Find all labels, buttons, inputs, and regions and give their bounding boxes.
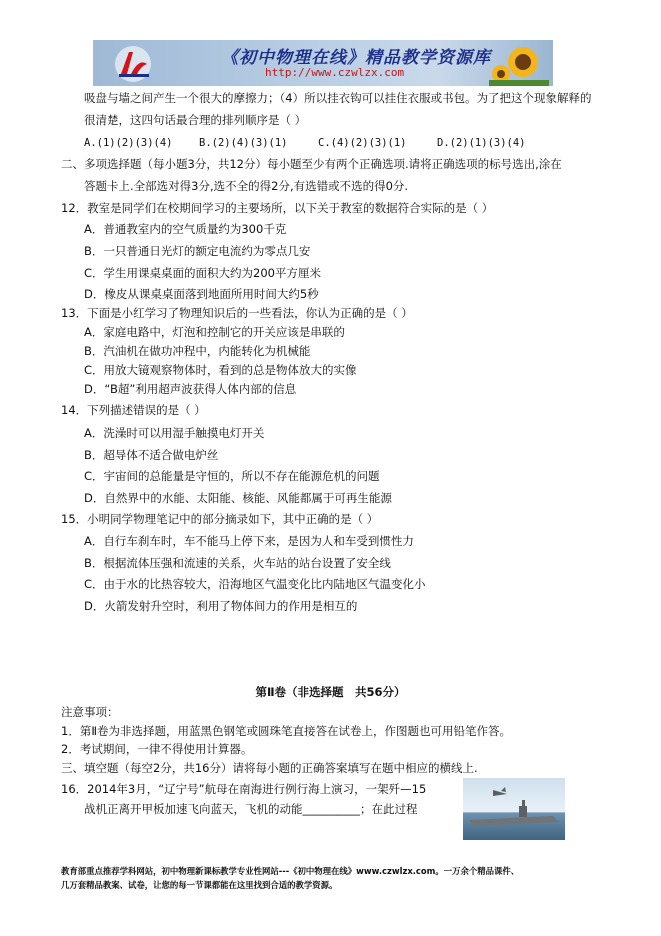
- footer-line-1: 教育部重点推荐学科网站，初中物理新课标教学专业性网站---《初中物理在线》www.czwlzx.com。一万余个精品课件、: [61, 866, 520, 876]
- section3-heading: 三、填空题（每空2分，共16分）请将每小题的正确答案填写在题中相应的横线上.: [61, 761, 478, 775]
- notice-item-1: 1．第Ⅱ卷为非选择题，用蓝黑色钢笔或圆珠笔直接答在试卷上，作图题也可用铅笔作答。: [61, 724, 511, 738]
- q11-text-line2: 很清楚，这四句话最合理的排列顺序是（ ）: [84, 113, 307, 127]
- q11-option-a: A.(1)(2)(3)(4): [84, 137, 173, 149]
- q12-option-b: B．一只普通日光灯的额定电流约为零点几安: [84, 244, 311, 258]
- notice-title: 注意事项：: [61, 705, 119, 719]
- q15-option-c: C．由于水的比热容较大，沿海地区气温变化比内陆地区气温变化小: [84, 577, 426, 591]
- q11-option-c: C.(4)(2)(3)(1): [318, 137, 407, 149]
- q14-stem: 14．下列描述错误的是（ ）: [61, 403, 206, 417]
- sunflower-image: [489, 42, 549, 86]
- q13-option-d: D．“B超”利用超声波获得人体内部的信息: [84, 382, 297, 396]
- q14-option-c: C．宇宙间的总能量是守恒的，所以不存在能源危机的问题: [84, 469, 380, 483]
- q12-option-c: C．学生用课桌桌面的面积大约为200平方厘米: [84, 266, 321, 280]
- q15-stem: 15．小明同学物理笔记中的部分摘录如下，其中正确的是（ ）: [61, 512, 379, 526]
- q14-option-b: B．超导体不适合做电炉丝: [84, 448, 219, 462]
- q15-option-b: B．根据流体压强和流速的关系，火车站的站台设置了安全线: [84, 556, 391, 570]
- q12-option-d: D．橡皮从课桌桌面落到地面所用时间大约5秒: [84, 287, 319, 301]
- footer-line-2: 几万套精品教案、试卷，让您的每一节课都能在这里找到合适的教学资源。: [61, 880, 338, 890]
- q12-stem: 12．教室是同学们在校期间学习的主要场所，以下关于教室的数据符合实际的是（ ）: [61, 201, 494, 215]
- q13-option-b: B．汽油机在做功冲程中，内能转化为机械能: [84, 344, 311, 358]
- section2-heading-line1: 二、多项选择题（每小题3分，共12分）每小题至少有两个正确选项.请将正确选项的标号选出,涂在: [61, 157, 562, 171]
- q16-text-line1: 16．2014年3月，“辽宁号”航母在南海进行例行海上演习，一架歼—15: [61, 782, 427, 796]
- section2-heading-line2: 答题卡上.全部选对得3分,选不全的得2分,有选错或不选的得0分.: [84, 179, 409, 193]
- q14-option-d: D．自然界中的水能、太阳能、核能、风能都属于可再生能源: [84, 491, 392, 505]
- q11-option-b: B.(2)(4)(3)(1): [199, 137, 288, 149]
- header-banner: [93, 40, 553, 86]
- banner-url: http://www.czwlzx.com: [265, 66, 405, 79]
- q15-option-d: D．火箭发射升空时，利用了物体间力的作用是相互的: [84, 599, 358, 613]
- q12-option-a: A．普通教室内的空气质量约为300千克: [84, 222, 287, 236]
- q15-option-a: A．自行车刹车时，车不能马上停下来，是因为人和车受到惯性力: [84, 534, 414, 548]
- notice-item-2: 2．考试期间，一律不得使用计算器。: [61, 742, 253, 756]
- q13-option-c: C．用放大镜观察物体时，看到的总是物体放大的实像: [84, 363, 357, 377]
- banner-title: 《初中物理在线》精品教学资源库: [221, 48, 491, 68]
- q16-text-line2: 战机正离开甲板加速飞向蓝天，飞机的动能__________；在此过程: [84, 802, 418, 816]
- site-logo: [113, 44, 153, 84]
- q13-option-a: A．家庭电路中，灯泡和控制它的开关应该是串联的: [84, 325, 345, 339]
- q11-text-line1: 吸盘与墙之间产生一个很大的摩擦力；（4）所以挂衣钩可以挂住衣服或书包。为了把这个现象解释的: [84, 91, 592, 105]
- q11-option-d: D.(2)(1)(3)(4): [437, 137, 526, 149]
- aircraft-carrier-image: [463, 778, 565, 840]
- part2-heading: 第Ⅱ卷（非选择题 共56分）: [255, 685, 406, 699]
- q14-option-a: A．洗澡时可以用湿手触摸电灯开关: [84, 426, 265, 440]
- q13-stem: 13．下面是小红学习了物理知识后的一些看法，你认为正确的是（ ）: [61, 306, 413, 320]
- page-footer: [61, 864, 601, 892]
